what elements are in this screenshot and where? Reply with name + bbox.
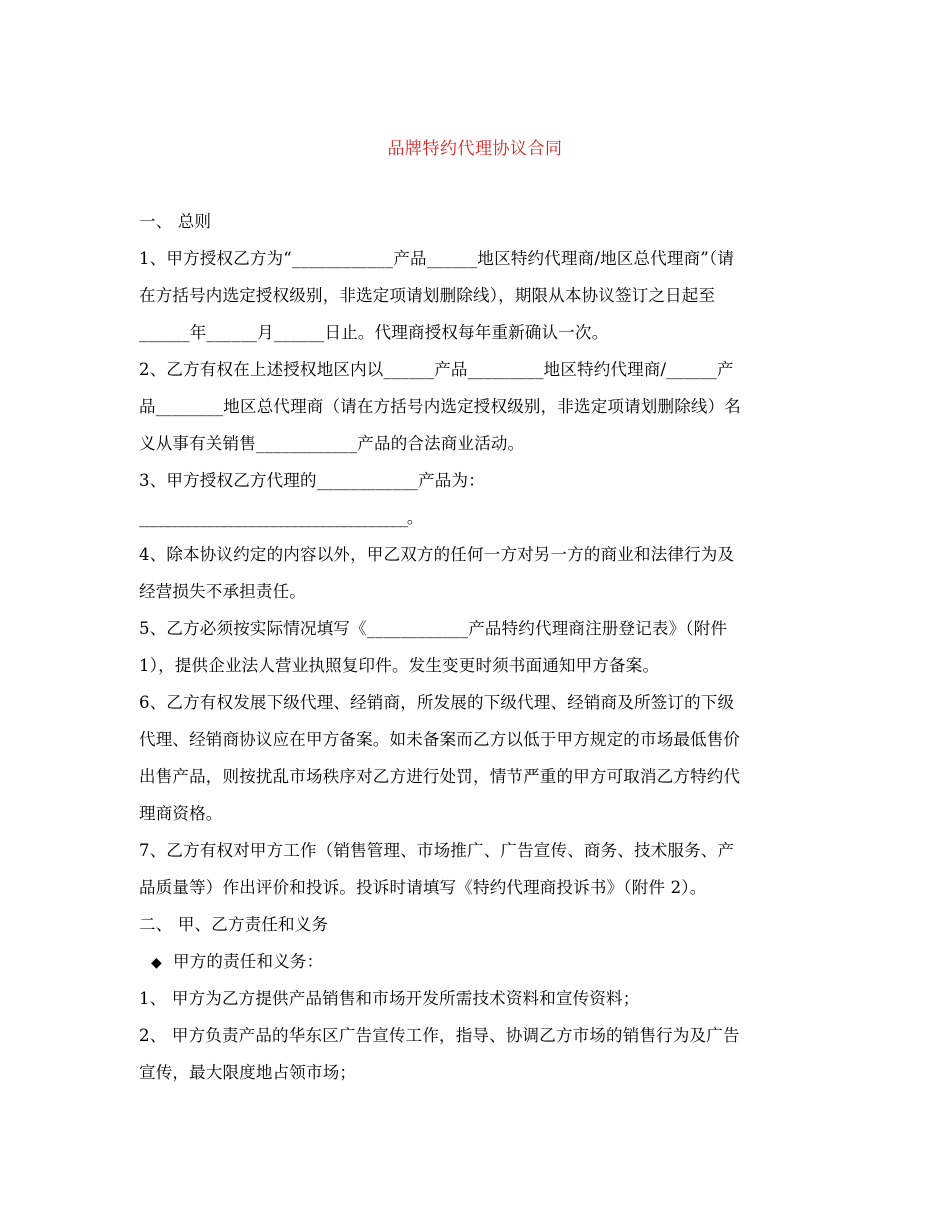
clause-2-line-2: 品________地区总代理商（请在方括号内选定授权级别，非选定项请划删除线）名 (139, 397, 741, 416)
clause-1-line-3: ______年______月______日止。代理商授权每年重新确认一次。 (139, 323, 609, 342)
party-a-duties-label: 甲方的责任和义务： (173, 952, 324, 971)
document-title: 品牌特约代理协议合同 (387, 139, 563, 159)
clause-5-line-1: 5、乙方必须按实际情况填写《____________产品特约代理商注册登记表》（附件 (139, 619, 728, 638)
section-heading-duties: 二、 甲、乙方责任和义务 (139, 915, 329, 934)
diamond-bullet-icon: ◆ (151, 955, 162, 971)
clause-6-line-3: 出售产品，则按扰乱市场秩序对乙方进行处罚，情节严重的甲方可取消乙方特约代 (139, 767, 741, 786)
clause-2-line-1: 2、乙方有权在上述授权地区内以______产品_________地区特约代理商/______产 (139, 360, 734, 379)
party-a-duties-heading (139, 943, 811, 980)
clause-1-line-1: 1、甲方授权乙方为“____________产品______地区特约代理商/地区总代理商”（请 (139, 249, 735, 268)
clause-1-line-2: 在方括号内选定授权级别，非选定项请划删除线），期限从本协议签订之日起至 (139, 286, 716, 305)
duty-2-line-2: 宣传，最大限度地占领市场； (139, 1063, 357, 1082)
clause-3-line-1: 3、甲方授权乙方代理的____________产品为： (139, 471, 485, 490)
duty-1-line-1: 1、 甲方为乙方提供产品销售和市场开发所需技术资料和宣传资料； (139, 989, 640, 1008)
duty-2-line-1: 2、 甲方负责产品的华东区广告宣传工作，指导、协调乙方市场的销售行为及广告 (139, 1026, 740, 1045)
clause-2-line-3: 义从事有关销售____________产品的合法商业活动。 (139, 434, 525, 453)
clause-7-line-1: 7、乙方有权对甲方工作（销售管理、市场推广、广告宣传、商务、技术服务、产 (139, 841, 735, 860)
clause-4-line-1: 4、除本协议约定的内容以外，甲乙双方的任何一方对另一方的商业和法律行为及 (139, 545, 735, 564)
document-body (139, 203, 811, 1091)
clause-4-line-2: 经营损失不承担责任。 (139, 582, 306, 601)
clause-3-blank-line: ______________________________________。 (139, 508, 423, 527)
section-heading-general: 一、 总则 (139, 212, 212, 231)
clause-6-line-1: 6、乙方有权发展下级代理、经销商，所发展的下级代理、经销商及所签订的下级 (139, 693, 735, 712)
clause-7-line-2: 品质量等）作出评价和投诉。投诉时请填写《特约代理商投诉书》（附件 2）。 (139, 878, 707, 897)
clause-6-line-4: 理商资格。 (139, 804, 223, 823)
clause-5-line-2: 1），提供企业法人营业执照复印件。发生变更时须书面通知甲方备案。 (139, 656, 660, 675)
clause-6-line-2: 代理、经销商协议应在甲方备案。如未备案而乙方以低于甲方规定的市场最低售价 (139, 730, 741, 749)
